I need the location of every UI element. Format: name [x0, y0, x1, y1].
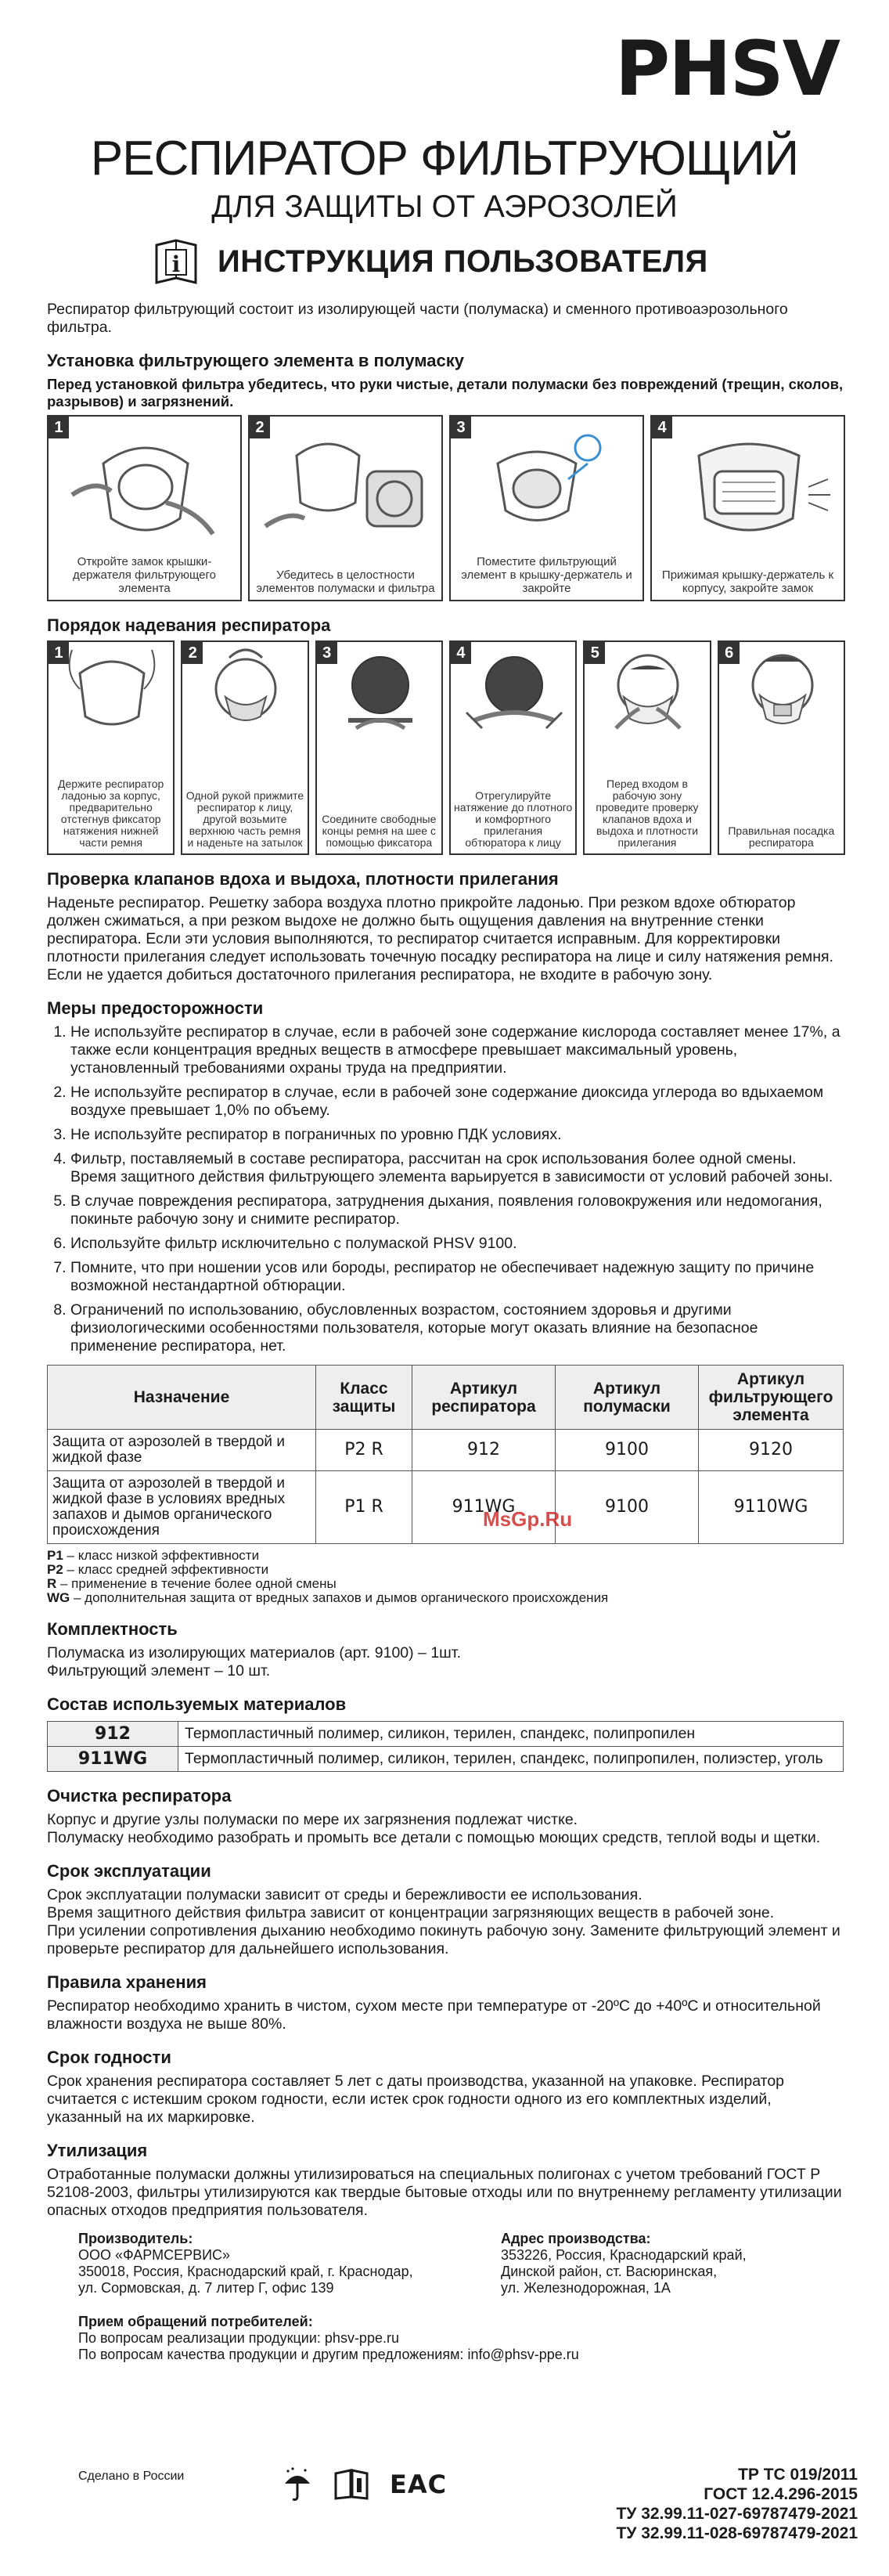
step-caption: Откройте замок крышки-держателя фильтрующего элемента — [73, 555, 216, 595]
specs-header: Класс защиты — [316, 1366, 412, 1430]
step-number: 3 — [317, 642, 337, 664]
check-heading: Проверка клапанов вдоха и выдоха, плотности прилегания — [47, 869, 559, 889]
specs-header: Артикул фильтрующего элемента — [699, 1366, 844, 1430]
address-label: Адрес производства: — [501, 2231, 651, 2246]
disposal-heading: Утилизация — [47, 2141, 148, 2160]
materials-table — [47, 1721, 844, 1772]
donning-step-4 — [449, 640, 577, 855]
specs-cell: P1 R — [316, 1471, 412, 1544]
step-caption: Правильная посадка респиратора — [728, 824, 835, 849]
install-step-3 — [449, 415, 644, 601]
brand-logo: PHSV — [614, 25, 839, 113]
step-number: 3 — [451, 417, 471, 438]
production-address — [501, 2231, 747, 2296]
producer-line: ООО «ФАРМСЕРВИС» — [78, 2247, 231, 2263]
specs-cell: 9120 — [699, 1430, 844, 1471]
service-text: Срок эксплуатации полумаски зависит от среды и бережливости ее использования. Время защитного действия фильтра зависит от концентрации загрязняющих веществ в рабочей зоне. При усилении сопротивления дыханию необходимо покинуть рабочую зону. Замените фильтрующий элемент и проверьте респиратор для дальнейшего использования. — [47, 1886, 840, 1957]
claims-line: По вопросам качества продукции и другим предложениям: info@phsv-ppe.ru — [78, 2347, 579, 2362]
footer-icons — [282, 2466, 447, 2502]
step-caption: Одной рукой прижмите респиратор к лицу, другой возьмите верхнюю часть ремня и наденьте на затылок — [185, 789, 304, 849]
insert-filter-illustration — [451, 417, 645, 550]
step-number: 4 — [652, 417, 672, 438]
legend-item: R – применение в течение более одной смены — [47, 1576, 337, 1591]
page-title: РЕСПИРАТОР ФИЛЬТРУЮЩИЙ — [90, 132, 799, 186]
page-subtitle: ДЛЯ ЗАЩИТЫ ОТ АЭРОЗОЛЕЙ — [211, 189, 678, 224]
step-caption: Отрегулируйте натяжение до плотного и комфортного прилегания обтюратора к лицу — [453, 789, 573, 849]
specs-header-row — [48, 1366, 844, 1430]
standard-line: ТР ТС 019/2011 — [738, 2466, 858, 2484]
step-number: 6 — [719, 642, 740, 664]
address-line: Динской район, ст. Васюринская, — [501, 2264, 718, 2279]
donning-figures — [47, 640, 845, 855]
precaution-item: 4. Фильтр, поставляемый в составе респиратора, рассчитан на срок использования более одной смены. Время защитного действия фильтрующего элемента варьируется в зависимости от условий рабочей зоны. — [70, 1150, 845, 1186]
inspect-parts-illustration — [250, 417, 444, 550]
specs-header: Назначение — [48, 1366, 316, 1430]
producer-label: Производитель: — [78, 2231, 193, 2246]
cleaning-text: Корпус и другие узлы полумаски по мере их загрязнения подлежат чистке. Полумаску необходимо разобрать и промыть все детали с помощью моющих средств, теплой воды и щетки. — [47, 1811, 821, 1846]
materials-article: 911WG — [48, 1747, 178, 1772]
open-lock-illustration — [49, 417, 243, 550]
claims-line: По вопросам реализации продукции: phsv-ppe.ru — [78, 2330, 399, 2346]
shelf-text: Срок хранения респиратора составляет 5 лет с даты производства, указанной на упаковке. Респиратор считается с истекшим сроком годности, если истек срок годности одного из его комплектных изделий, указанный на их маркировке. — [47, 2073, 785, 2126]
storage-heading: Правила хранения — [47, 1972, 207, 1992]
check-text: Наденьте респиратор. Решетку забора воздуха плотно прикройте ладонью. При резком вдохе обтюратор должен сжиматься, а при резком выдохе не должно быть ощущения давления на внутренние стенки респиратора. Если эти условия выполняются, то респиратор считается исправным. Для корректировки плотности прилегания следует использовать точечную посадку респиратора на лице и силу натяжения ремня. Если не удается добиться достаточного прилегания респиратора, не входите в рабочую зону. — [47, 894, 833, 983]
precaution-item: 1. Не используйте респиратор в случае, если в рабочей зоне содержание кислорода составляет менее 17%, а также если концентрация вредных веществ в атмосфере превышает максимальный уровень, установленный требованиями охраны труда на предприятии. — [70, 1023, 845, 1077]
step-caption: Поместите фильтрующий элемент в крышку-держатель и закройте — [461, 555, 632, 595]
precaution-item: 6. Используйте фильтр исключительно с полумаской PHSV 9100. — [70, 1235, 845, 1253]
shelf-heading: Срок годности — [47, 2047, 171, 2067]
info-icon-letter: i — [171, 251, 181, 277]
step-number: 5 — [585, 642, 605, 664]
specs-cell: 9110WG — [699, 1471, 844, 1544]
donning-step-5 — [583, 640, 711, 855]
standards-block — [617, 2465, 858, 2543]
specs-cell: P2 R — [316, 1430, 412, 1471]
producer-block — [47, 2231, 845, 2296]
donning-heading: Порядок надевания респиратора — [47, 615, 331, 635]
kit-line: Фильтрующий элемент – 10 шт. — [47, 1662, 271, 1679]
book-info-icon — [153, 237, 199, 286]
cleaning-heading: Очистка респиратора — [47, 1786, 232, 1806]
materials-text: Термопластичный полимер, силикон, терилен, спандекс, полипропилен, полиэстер, уголь — [178, 1747, 844, 1772]
specs-legend — [47, 1549, 845, 1605]
producer-line: ул. Сормовская, д. 7 литер Г, офис 139 — [78, 2280, 334, 2296]
close-lock-illustration — [652, 417, 846, 550]
step-number: 4 — [451, 642, 471, 664]
standard-line: ТУ 32.99.11-027-69787479-2021 — [616, 2505, 858, 2523]
table-row — [48, 1747, 844, 1772]
intro-text: Респиратор фильтрующий состоит из изолирующей части (полумаска) и сменного противоаэрозольного фильтра. — [47, 301, 788, 336]
step-number: 2 — [250, 417, 270, 438]
specs-cell: 912 — [412, 1430, 556, 1471]
legend-item: P2 – класс средней эффективности — [47, 1562, 269, 1577]
address-line: 353226, Россия, Краснодарский край, — [501, 2247, 747, 2263]
install-step-4 — [650, 415, 845, 601]
table-row — [48, 1722, 844, 1747]
specs-cell: Защита от аэрозолей в твердой и жидкой фазе в условиях вредных запахов и дымов органического происхождения — [48, 1471, 316, 1544]
kit-heading: Комплектность — [47, 1619, 178, 1639]
donning-step-1 — [47, 640, 175, 855]
keep-dry-icon — [282, 2466, 313, 2502]
kit-line: Полумаска из изолирующих материалов (арт. 9100) – 1шт. — [47, 1644, 461, 1661]
storage-text: Респиратор необходимо хранить в чистом, сухом месте при температуре от -20ºС до +40ºС и относительной влажности воздуха не выше 80%. — [47, 1997, 821, 2033]
address-line: ул. Железнодорожная, 1А — [501, 2280, 671, 2296]
specs-cell: 9100 — [556, 1430, 699, 1471]
materials-heading: Состав используемых материалов — [47, 1694, 347, 1714]
claims-label: Прием обращений потребителей: — [78, 2314, 313, 2329]
service-heading: Срок эксплуатации — [47, 1861, 211, 1881]
read-instructions-icon — [333, 2469, 369, 2500]
step-caption: Соедините свободные концы ремня на шее с помощью фиксатора — [322, 813, 437, 849]
table-row — [48, 1471, 844, 1544]
specs-cell: 911WG — [412, 1471, 556, 1544]
install-step-1 — [47, 415, 242, 601]
instruction-heading-row — [153, 233, 708, 290]
materials-article: 912 — [48, 1722, 178, 1747]
producer-line: 350018, Россия, Краснодарский край, г. Краснодар, — [78, 2264, 413, 2279]
step-number: 2 — [182, 642, 203, 664]
install-figures — [47, 415, 845, 601]
precaution-item: 8. Ограничений по использованию, обусловленных возрастом, состоянием здоровья и другими физиологическими особенностями пользователя, которые могут оказать влияние на безопасное применение респиратора, нет. — [70, 1301, 845, 1355]
install-heading: Установка фильтрующего элемента в полумаску — [47, 351, 464, 370]
install-note: Перед установкой фильтра убедитесь, что руки чистые, детали полумаски без повреждений (трещин, сколов, разрывов) и загрязнений. — [47, 376, 844, 409]
specs-cell: 9100 — [556, 1471, 699, 1544]
donning-step-3 — [315, 640, 443, 855]
footer — [0, 2466, 889, 2571]
precaution-item: 5. В случае повреждения респиратора, затруднения дыхания, появления головокружения или недомогания, покиньте рабочую зону и снимите респиратор. — [70, 1192, 845, 1228]
main-content — [47, 301, 845, 2363]
standard-line: ГОСТ 12.4.296-2015 — [704, 2485, 858, 2503]
precautions-list — [47, 1023, 845, 1355]
donning-step-6 — [718, 640, 845, 855]
install-step-2 — [248, 415, 443, 601]
precaution-item: 7. Помните, что при ношении усов или бороды, респиратор не обеспечивает надежную защиту по причине возможной нестандартной обтюрации. — [70, 1259, 845, 1295]
legend-item: WG – дополнительная защита от вредных запахов и дымов органического происхождения — [47, 1590, 609, 1605]
step-caption: Держите респиратор ладонью за корпус, предварительно отстегнув фиксатор натяжения нижней части ремня — [58, 777, 164, 849]
step-caption: Убедитесь в целостности элементов полумаски и фильтра — [256, 568, 435, 595]
donning-step-2 — [181, 640, 308, 855]
step-caption: Перед входом в рабочую зону проведите проверку клапанов вдоха и выдоха и плотности прилегания — [596, 777, 699, 849]
specs-cell: Защита от аэрозолей в твердой и жидкой фазе — [48, 1430, 316, 1471]
step-caption: Прижимая крышку-держатель к корпусу, закройте замок — [661, 568, 834, 595]
specs-header: Артикул полумаски — [556, 1366, 699, 1430]
producer-info — [47, 2231, 501, 2296]
precaution-item: 3. Не используйте респиратор в пограничных по уровню ПДК условиях. — [70, 1126, 845, 1144]
specs-table — [47, 1365, 844, 1544]
step-number: 1 — [49, 642, 69, 664]
watermark: MsGp.Ru — [483, 1507, 573, 1531]
specs-header: Артикул респиратора — [412, 1366, 556, 1430]
standard-line: ТУ 32.99.11-028-69787479-2021 — [616, 2524, 858, 2542]
step-number: 1 — [49, 417, 69, 438]
made-in-russia: Сделано в России — [78, 2470, 185, 2483]
materials-text: Термопластичный полимер, силикон, терилен, спандекс, полипропилен — [178, 1722, 844, 1747]
table-row — [48, 1430, 844, 1471]
disposal-text: Отработанные полумаски должны утилизироваться на специальных полигонах с учетом требований ГОСТ Р 52108-2003, фильтры утилизируются как твердые бытовые отходы или по внутреннему регламенту утилизации опасных отходов предприятия пользователя. — [47, 2166, 842, 2219]
instruction-title: ИНСТРУКЦИЯ ПОЛЬЗОВАТЕЛЯ — [218, 244, 708, 279]
precaution-item: 2. Не используйте респиратор в случае, если в рабочей зоне содержание диоксида углерода во вдыхаемом воздухе превышает 1,0% по объему. — [70, 1084, 845, 1120]
legend-item: P1 – класс низкой эффективности — [47, 1548, 260, 1563]
claims-block — [47, 2314, 845, 2363]
eac-mark: EAC — [390, 2470, 448, 2499]
precautions-heading: Меры предосторожности — [47, 998, 264, 1018]
